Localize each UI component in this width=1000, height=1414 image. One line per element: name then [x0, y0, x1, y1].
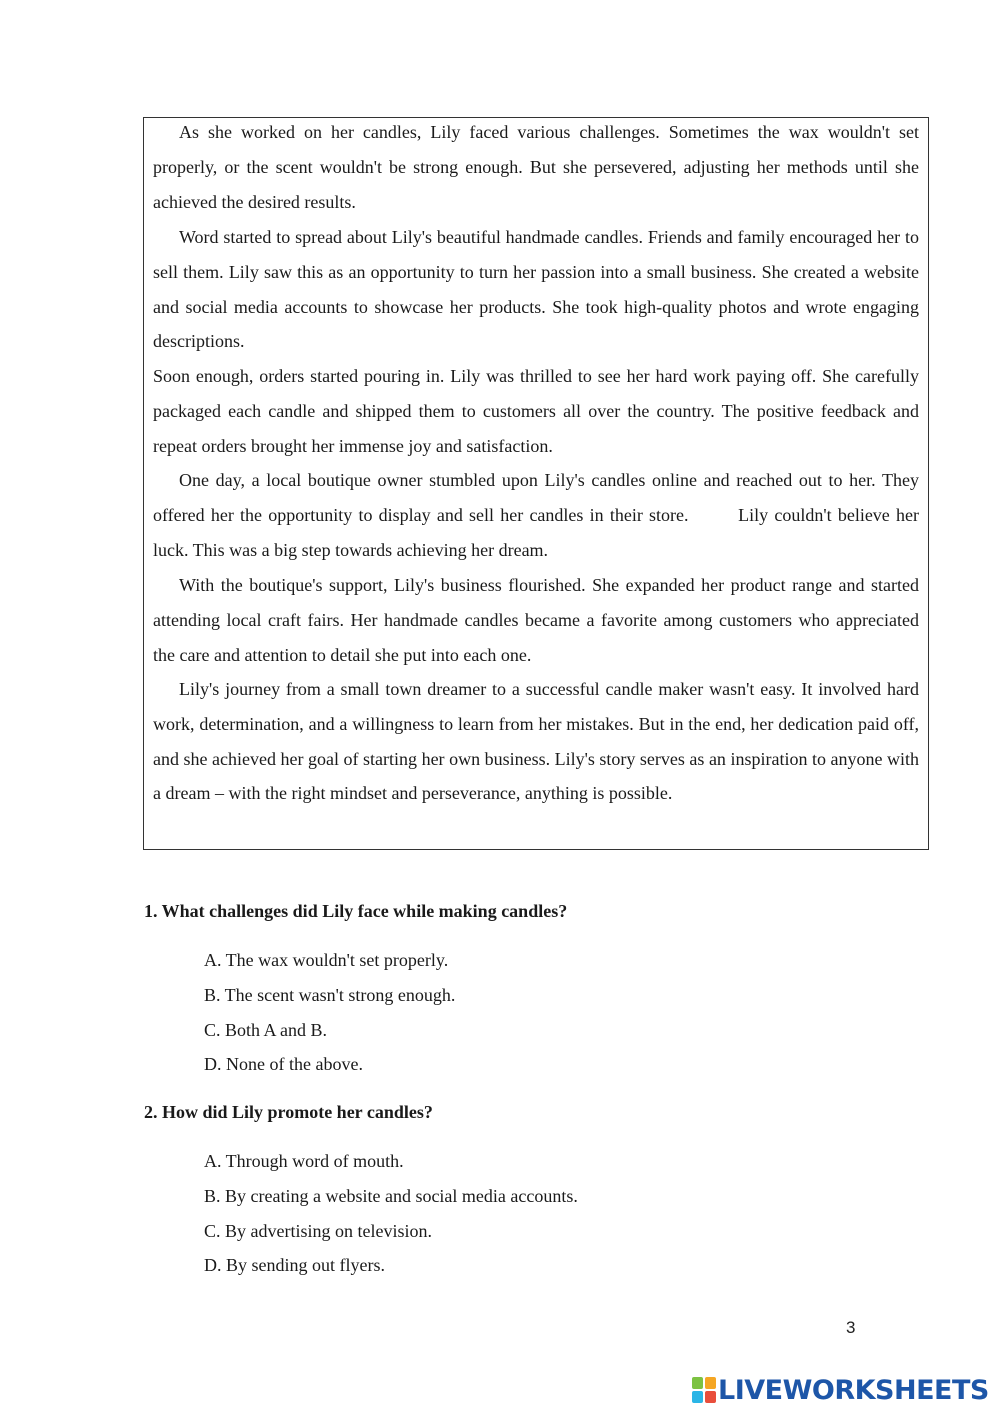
reading-passage [143, 117, 929, 850]
question-1-option-d[interactable]: D. None of the above. [204, 1054, 363, 1075]
passage-paragraph-5: With the boutique's support, Lily's business flourished. She expanded her product range and started attending local craft fairs. Her handmade candles became a favorite among customers who appreciated the care and attention to detail she put into each one. [153, 575, 919, 665]
question-1-options [204, 943, 455, 1082]
liveworksheets-logo-icon [692, 1377, 716, 1403]
page-number: 3 [846, 1318, 856, 1337]
question-2-option-b[interactable]: B. By creating a website and social media accounts. [204, 1185, 578, 1206]
question-1: 1. What challenges did Lily face while making candles? [144, 901, 568, 921]
question-2-option-a[interactable]: A. Through word of mouth. [204, 1151, 404, 1171]
question-2-option-c[interactable]: C. By advertising on television. [204, 1220, 432, 1241]
question-1-option-a[interactable]: A. The wax wouldn't set properly. [204, 950, 449, 970]
question-2-option-d[interactable]: D. By sending out flyers. [204, 1255, 385, 1276]
question-1-option-b[interactable]: B. The scent wasn't strong enough. [204, 984, 456, 1005]
liveworksheets-logo [692, 1374, 989, 1406]
brand-name: LIVEWORKSHEETS [718, 1374, 989, 1406]
question-2: 2. How did Lily promote her candles? [144, 1102, 433, 1122]
passage-paragraph-3: Soon enough, orders started pouring in. Lily was thrilled to see her hard work paying off. She carefully packaged each candle and shipped them to customers all over the country. The positive feedback and repeat orders brought her immense joy and satisfaction. [153, 366, 919, 456]
passage-paragraph-1: As she worked on her candles, Lily faced various challenges. Sometimes the wax wouldn't set properly, or the scent wouldn't be strong enough. But she persevered, adjusting her methods until she achieved the desired results. [153, 122, 919, 212]
passage-paragraph-4: One day, a local boutique owner stumbled upon Lily's candles online and reached out to her. They offered her the opportunity to display and sell her candles in their store. Lily couldn't believe her luck. This was a big step towards achieving her dream. [153, 470, 924, 560]
question-1-option-c[interactable]: C. Both A and B. [204, 1019, 328, 1040]
passage-paragraph-6: Lily's journey from a small town dreamer to a successful candle maker wasn't easy. It involved hard work, determination, and a willingness to learn from her mistakes. But in the end, her dedication paid off, and she achieved her goal of starting her own business. Lily's story serves as an inspiration to anyone with a dream – with the right mindset and perseverance, anything is possible. [153, 679, 919, 804]
question-2-options [204, 1144, 578, 1283]
passage-paragraph-2: Word started to spread about Lily's beautiful handmade candles. Friends and family encouraged her to sell them. Lily saw this as an opportunity to turn her passion into a small business. She created a website and social media accounts to showcase her products. She took high-quality photos and wrote engaging descriptions. [153, 227, 919, 352]
